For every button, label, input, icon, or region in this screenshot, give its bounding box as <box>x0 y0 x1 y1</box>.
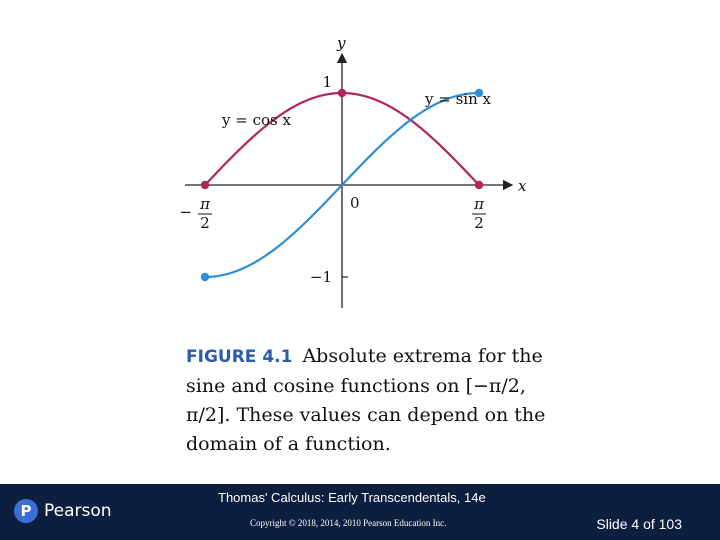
y-tick-label: 1 <box>322 73 332 91</box>
footer-bar <box>0 484 720 540</box>
pearson-logo-text: Pearson <box>44 501 112 521</box>
copyright-text: Copyright © 2018, 2014, 2010 Pearson Education Inc. <box>250 518 447 528</box>
labels <box>179 34 527 286</box>
y-tick-label: −1 <box>309 268 332 286</box>
y-axis-label: y <box>337 34 346 52</box>
series-point-sin <box>201 273 209 281</box>
x-axis-label: x <box>518 177 527 195</box>
book-title: Thomas' Calculus: Early Transcendentals, 14e <box>218 490 486 505</box>
x-tick-fraction <box>472 195 486 232</box>
caption-text: Absolute extrema for the sine and cosine functions on [−π/2, π/2]. These values can depend on the domain of a function. <box>186 345 546 455</box>
series-point-cos <box>338 89 346 97</box>
series-point-cos <box>201 181 209 189</box>
pearson-logo-icon: P <box>14 499 38 523</box>
slide-number: Slide 4 of 103 <box>596 516 682 532</box>
x-tick-denominator: 2 <box>200 214 210 232</box>
x-tick-denominator: 2 <box>474 214 484 232</box>
x-tick-sign: − <box>179 203 192 221</box>
chart-figure <box>170 30 550 320</box>
x-tick-label: 0 <box>350 194 360 212</box>
series-label-cos: y = cos x <box>222 111 291 129</box>
series-point-cos <box>475 181 483 189</box>
figure-label: FIGURE 4.1 <box>186 347 293 367</box>
x-tick-numerator: π <box>474 195 484 213</box>
x-tick-numerator: π <box>200 195 210 213</box>
figure-caption <box>186 342 556 459</box>
x-tick-fraction <box>179 195 212 232</box>
series-label-sin: y = sin x <box>425 90 491 108</box>
pearson-logo <box>14 496 112 526</box>
